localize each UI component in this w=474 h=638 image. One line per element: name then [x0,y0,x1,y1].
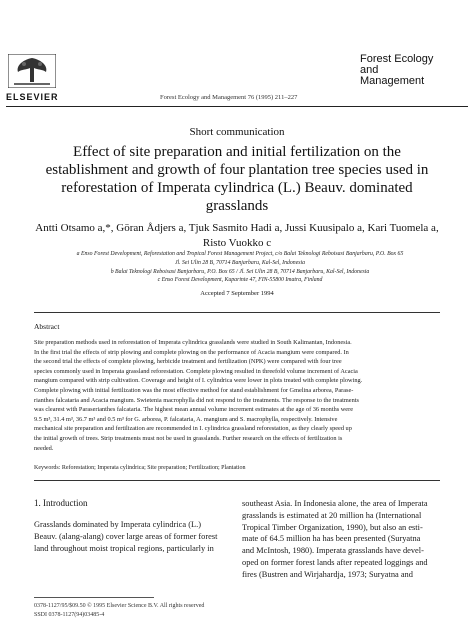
affiliation-line: c Enso Forest Development, Kuparinte 47, FIN-55800 Imatra, Finland [157,277,323,284]
abstract-line: the initial growth of trees. Strip treatments must not be used in grasslands. Further research on the effects of fertilization is [34,434,343,442]
abstract-line: 9.5 m³, 31.4 m³, 36.7 m³ and 0.5 m³ for G. arborea, P. falcataria, A. mangium and S. macrophylla, respectively. Intensive [34,415,338,423]
authors-line: Risto Vuokko c [202,237,272,249]
journal-reference: Forest Ecology and Management 76 (1995) 211–227 [160,94,298,101]
body-line: and McIntosh, 1980). Imperata grasslands have devel- [242,546,424,556]
abstract-line: needed. [34,444,54,452]
footer-line: SSDI 0378-1127(94)03485-4 [34,612,105,618]
intro-left-column [34,519,232,554]
abstract-line: species commonly used in Imperata grassland reforestation. Complete plowing resulted in threefold volume increment of Acacia [34,367,358,375]
abstract-line: Site preparation methods used in reforestation of Imperata cylindrica grasslands were studied in South Kalimantan, Indonesia. [34,339,352,346]
title-line: grasslands [205,198,269,214]
abstract-top-rule [34,312,440,313]
abstract-line: the second trial the effects of complete plowing, herbicide treatment and fertilization (NPK) were compared with four tree [34,358,342,366]
journal-name-line: Forest Ecology [360,53,434,65]
accepted-date: Accepted 7 September 1994 [200,290,274,297]
abstract-line: was clearest with Paraserianthes falcataria. The highest mean annual volume increment estimates at the age of 36 months were [34,406,353,414]
section-label: Short communication [189,126,285,138]
affiliations [30,250,450,285]
body-line: oped on former forest lands after repeated loggings and [242,557,428,567]
journal-name-line: Management [360,75,425,87]
author-list [22,221,452,251]
footnote-rule [34,597,154,598]
body-line: fires (Bustren and Wirjahardja, 1973; Suryatna and [242,569,413,579]
article-title [20,143,454,215]
keywords: Keywords: Reforestation; Imperata cylindrica; Site preparation; Fertilization; Plantation [34,465,246,471]
abstract-line: rianthes falcataria and Acacia mangium. Swietenia macrophylla did not respond to the treatments. The response to the treatments [34,396,359,404]
copyright-footer [34,602,204,620]
journal-name [360,54,470,87]
body-line: southeast Asia. In Indonesia alone, the area of Imperata [242,499,428,508]
body-line: land throughout moist tropical regions, particularly in [34,543,214,553]
affiliation-line: b Balai Teknologi Reboisasi Banjarbaru, P.O. Box 65 / Jl. Sei Ulin 28 B, 70714 Banjarbaru, Kal-Sel, Indonesia [110,268,370,275]
body-line: Grasslands dominated by Imperata cylindrica (L.) [34,520,201,529]
affiliation-line: Jl. Sei Ulin 28 B, 70714 Banjarbaru, Kal-Sel, Indonesia [174,259,306,266]
abstract-heading: Abstract [34,322,60,331]
intro-right-column [242,498,440,581]
publisher-name: ELSEVIER [6,92,59,102]
footer-line: 0378-1127/95/$09.50 © 1995 Elsevier Science B.V. All rights reserved [34,603,205,609]
journal-name-line: and [360,64,379,76]
abstract-line: mechanical site preparation and fertilization are recommended in I. cylindrica grassland reforestation, as they clearly speed up [34,425,352,433]
title-line: Effect of site preparation and initial fertilization on the [73,144,401,160]
title-line: reforestation of Imperata cylindrica (L.) Beauv. dominated [61,180,413,196]
abstract-line: In the first trial the effects of strip plowing and complete plowing on the performance of Acacia mangium were compared. In [34,348,349,356]
header-rule [6,106,468,107]
abstract-bottom-rule [34,480,440,481]
body-line: mate of 64.5 million ha has been presented (Suryatna [242,534,421,544]
elsevier-tree-logo [8,54,56,88]
title-line: establishment and growth of four plantation tree species used in [45,162,429,178]
authors-line: Antti Otsamo a,*, Göran Ådjers a, Tjuk Sasmito Hadi a, Jussi Kuusipalo a, Kari Tuomela a, [35,222,439,234]
abstract-line: mangium compared with strip cultivation. Coverage and height of I. cylindrica were lower in plots treated with complete plowing. [34,377,363,385]
abstract-body [34,338,440,453]
affiliation-line: a Enso Forest Development, Reforestation and Tropical Forest Management Project, c/o Balai Teknologi Reboisasi Banjarbaru, P.O. Box 65 [76,251,404,257]
abstract-line: Complete plowing with initial fertilization was the most effective method for stand establishment for Gmelina arborea, Parase- [34,386,354,394]
introduction-heading: 1. Introduction [34,498,88,508]
body-line: Tropical Timber Organization, 1990), but also an esti- [242,522,423,532]
body-line: Beauv. (alang-alang) cover large areas of former forest [34,531,218,541]
body-line: grasslands is estimated at 20 million ha (International [242,510,422,520]
